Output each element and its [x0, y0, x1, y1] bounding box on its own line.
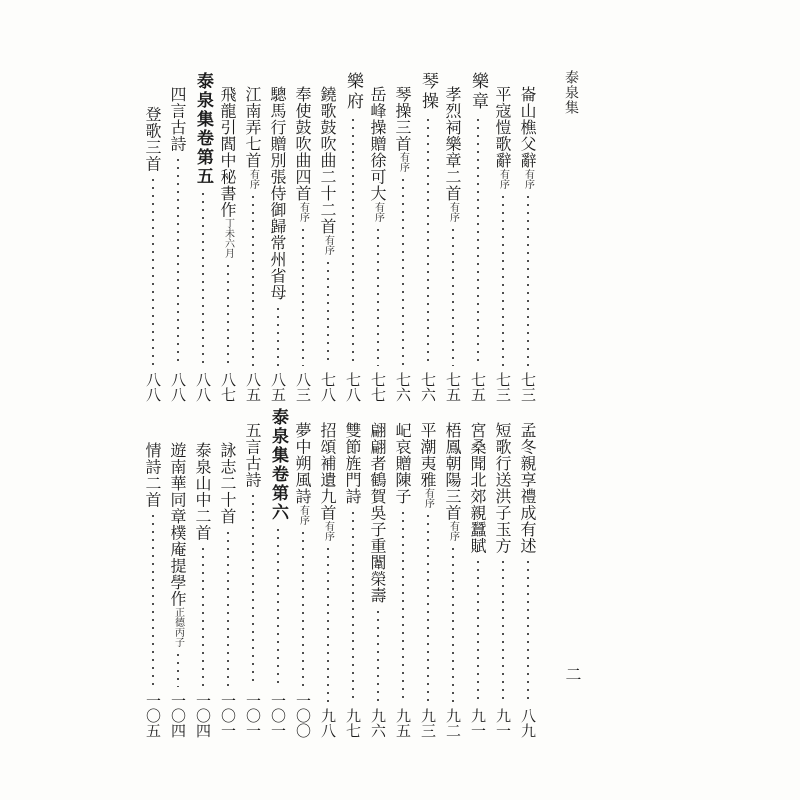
dot-leader [177, 651, 179, 687]
toc-heading [190, 72, 215, 402]
dot-leader [352, 116, 354, 366]
dot-leader [452, 226, 454, 367]
dot-leader [527, 193, 529, 367]
toc-page-number: 一〇一 [244, 693, 262, 738]
toc-title: 宮桑聞北郊親蠶賦 [468, 422, 487, 554]
toc-page-number: 八八 [194, 372, 212, 402]
toc-entry [440, 72, 465, 402]
toc-entry [215, 72, 240, 402]
toc-section [415, 72, 440, 402]
dot-leader [202, 545, 204, 687]
toc-note: 有序 [497, 168, 509, 189]
toc-entry [290, 408, 315, 738]
dot-leader [402, 176, 404, 366]
toc-entry [465, 408, 490, 738]
toc-top-block [140, 72, 540, 402]
toc-section [465, 72, 490, 402]
toc-page-number: 八七 [219, 372, 237, 402]
toc-title: 鐃歌鼓吹曲二十二首 [318, 86, 337, 235]
dot-leader [177, 156, 179, 366]
toc-title: 孝烈祠樂章二首 [443, 86, 462, 202]
dot-leader [377, 608, 379, 703]
dot-leader [302, 529, 304, 688]
toc-entry [315, 408, 340, 738]
toc-title: 夢中朔風詩 [293, 422, 312, 505]
toc-title: 飛龍引閻中秘書作 [218, 86, 237, 218]
toc-note: 有序 [297, 504, 309, 525]
toc-title: 平潮夷雅 [418, 422, 437, 488]
toc-page-number: 一〇一 [219, 693, 237, 738]
toc-page-number: 七三 [494, 372, 512, 402]
toc-page-number: 八八 [169, 372, 187, 402]
dot-leader [227, 529, 229, 688]
toc-entry [140, 72, 165, 402]
toc-page-number: 九一 [469, 708, 487, 738]
toc-title: 江南弄七首 [243, 86, 262, 169]
toc-page-number: 七六 [394, 372, 412, 402]
toc-title: 泰泉集卷第六 [268, 408, 288, 522]
dot-leader [477, 558, 479, 702]
dot-leader [277, 526, 279, 687]
toc-entry [265, 72, 290, 402]
toc-page-number: 一〇一 [269, 693, 287, 738]
toc-heading [265, 408, 290, 738]
toc-title: 孟冬親享禮成有述 [518, 422, 537, 554]
toc-page-number: 八三 [294, 372, 312, 402]
toc-note: 丁未六月 [222, 218, 234, 258]
page-number: 二 [563, 666, 582, 682]
toc-title: 遊南華同章樸庵提學作 [168, 442, 187, 607]
toc-page-number: 七六 [419, 372, 437, 402]
toc-page-number: 七五 [469, 372, 487, 402]
dot-leader [502, 558, 504, 702]
toc-page-number: 九五 [394, 708, 412, 738]
toc-page-number: 七七 [369, 372, 387, 402]
toc-title: 樂府 [343, 72, 363, 112]
toc-note: 有序 [297, 201, 309, 222]
toc-entry [290, 72, 315, 402]
toc-page-number: 九二 [444, 708, 462, 738]
dot-leader [527, 558, 529, 702]
toc-entry [240, 408, 265, 738]
toc-entry [240, 72, 265, 402]
running-head: 泰泉集 [563, 70, 579, 115]
toc-note: 有序 [397, 152, 409, 172]
toc-entry [215, 408, 240, 738]
dot-leader [452, 545, 454, 702]
toc-entry [315, 72, 340, 402]
toc-note: 有序 [372, 201, 384, 222]
toc-entry [365, 72, 390, 402]
toc-bottom-block [140, 408, 540, 738]
toc-title: 四言古詩 [168, 86, 187, 152]
dot-leader [502, 193, 504, 367]
toc-page-number: 九八 [319, 708, 337, 738]
dot-leader [252, 193, 254, 367]
toc-page-number: 一〇〇 [294, 693, 312, 738]
toc-entry [390, 72, 415, 402]
dot-leader [427, 512, 429, 702]
toc-entry [515, 72, 540, 402]
toc-entry [190, 408, 215, 738]
toc-entry [515, 408, 540, 738]
toc-title: 梧鳳朝陽三首 [443, 422, 462, 521]
dot-leader [427, 116, 429, 366]
dot-leader [377, 226, 379, 367]
toc-entry [415, 408, 440, 738]
toc-entry [490, 408, 515, 738]
toc-entry [340, 408, 365, 738]
toc-title: 雙節旌門詩 [343, 422, 362, 505]
toc-title: 情詩二首 [143, 442, 162, 508]
dot-leader [227, 262, 229, 366]
toc-title: 琴操 [418, 72, 438, 112]
dot-leader [152, 176, 154, 366]
toc-page-number: 一〇四 [169, 693, 187, 738]
toc-page-number: 一〇四 [194, 693, 212, 738]
toc-title: 琴操三首 [393, 86, 412, 152]
toc-title: 短歌行送洪子玉方 [493, 422, 512, 554]
toc-title: 崙山樵父辭 [518, 86, 537, 169]
toc-page-number: 九六 [369, 708, 387, 738]
toc-page-number: 八八 [144, 372, 162, 402]
toc-page-number: 一〇五 [144, 693, 162, 738]
toc-page-number: 九三 [419, 708, 437, 738]
dot-leader [327, 259, 329, 367]
dot-leader [302, 226, 304, 367]
toc-note: 正德丙子 [172, 607, 184, 647]
toc-page-number: 九七 [344, 708, 362, 738]
toc-section [340, 72, 365, 402]
toc-entry [490, 72, 515, 402]
toc-title: 驄馬行贈別張侍御歸常州省母 [268, 86, 287, 301]
toc-note: 有序 [247, 168, 259, 189]
toc-page-number: 七八 [344, 372, 362, 402]
toc-note: 有序 [447, 201, 459, 222]
toc-title: 奉使鼓吹曲四首 [293, 86, 312, 202]
toc-page-number: 八九 [519, 708, 537, 738]
toc-title: 樂章 [468, 72, 488, 112]
dot-leader [277, 305, 279, 367]
toc-entry [165, 72, 190, 402]
toc-title: 登歌三首 [143, 106, 162, 172]
toc-title: 屺哀贈陳子 [393, 422, 412, 505]
toc-page-number: 七五 [444, 372, 462, 402]
toc-entry [390, 408, 415, 738]
toc-title: 招頌補遺九首 [318, 422, 337, 521]
toc-note: 有序 [447, 521, 459, 541]
toc-note: 有序 [322, 234, 334, 255]
toc-title: 岳峰操贈徐可大 [368, 86, 387, 202]
toc-entry [440, 408, 465, 738]
dot-leader [202, 190, 204, 366]
toc-title: 平寇愷歌辭 [493, 86, 512, 169]
toc-entry [365, 408, 390, 738]
dot-leader [477, 116, 479, 366]
toc-title: 詠志二十首 [218, 442, 237, 525]
toc-page-number: 九一 [494, 708, 512, 738]
toc-title: 泰泉集卷第五 [193, 72, 213, 186]
toc-entry [140, 408, 165, 738]
toc-page-number: 七八 [319, 372, 337, 402]
dot-leader [402, 509, 404, 703]
toc-entry [165, 408, 190, 738]
toc-note: 有序 [522, 168, 534, 189]
toc-title: 五言古詩 [243, 422, 262, 488]
toc-title: 泰泉山中二首 [193, 442, 212, 541]
toc-page-number: 八五 [269, 372, 287, 402]
toc-title: 翩翩者鶴賀吳子重闈榮壽 [368, 422, 387, 604]
toc-note: 有序 [322, 521, 334, 541]
toc-page-number: 七三 [519, 372, 537, 402]
dot-leader [252, 492, 254, 687]
dot-leader [152, 512, 154, 687]
toc-note: 有序 [422, 488, 434, 508]
dot-leader [352, 509, 354, 703]
dot-leader [327, 545, 329, 702]
toc-page-number: 八五 [244, 372, 262, 402]
